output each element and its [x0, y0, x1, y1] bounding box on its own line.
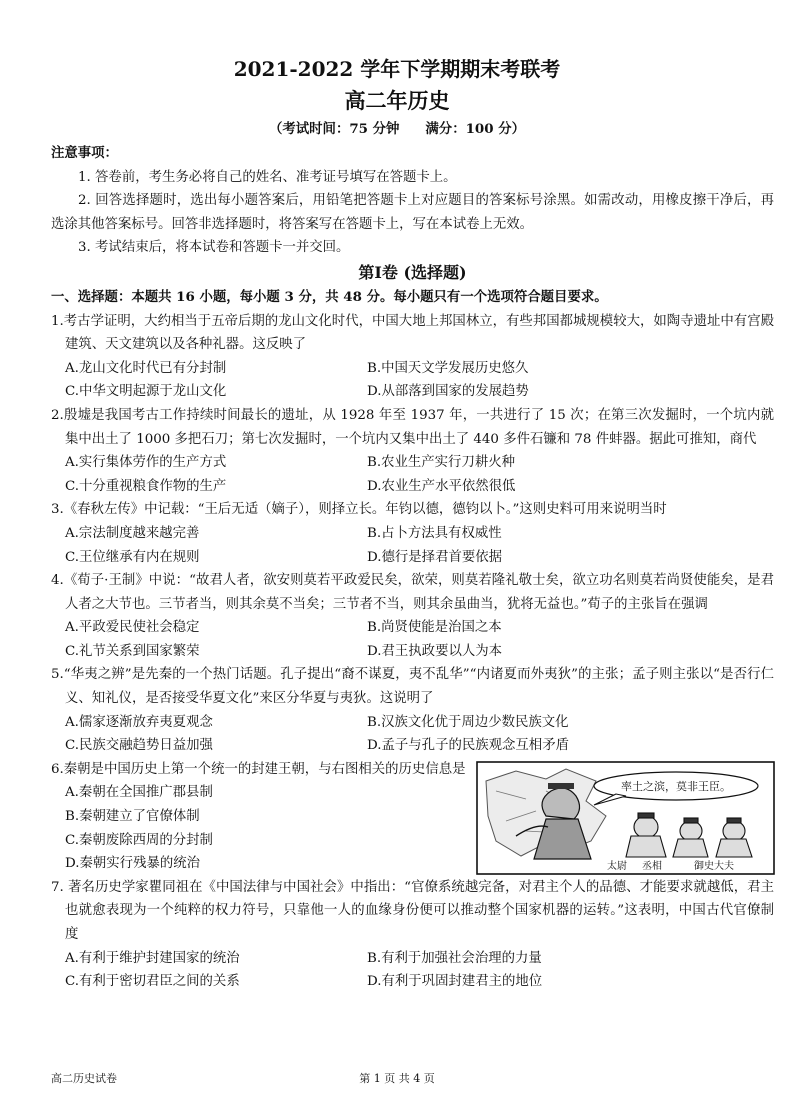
question-3-options: [51, 522, 774, 569]
option-c: C.礼节关系到国家繁荣: [65, 643, 200, 659]
question-2-stem: 2.殷墟是我国考古工作持续时间最长的遗址，从 1928 年至 1937 年，一共进行了 15 次；在第三次发掘时，一个坑内就集中出土了 1000 多把石刀；第七次发掘时，一个坑内又集中出土了 440 多件石镰和 78 件蚌器。据此可推知，商代: [51, 407, 774, 447]
cartoon-label-taiwei: 太尉: [607, 860, 627, 872]
question-3-stem: 3.《春秋左传》中记载：“王后无适（嫡子），则择立长。年钧以德，德钧以卜。”这则史料可用来说明当时: [51, 502, 667, 518]
part-title: 一、选择题：本题共 16 小题，每小题 3 分，共 48 分。每小题只有一个选项符合题目要求。: [51, 288, 608, 305]
option-d: D.孟子与孔子的民族观念互相矛盾: [367, 738, 569, 754]
question-1-stem: 1.考古学证明，大约相当于五帝后期的龙山文化时代，中国大地上邦国林立，有些邦国都城规模较大，如陶寺遗址中有宫殿建筑、天文建筑以及各种礼器。这反映了: [51, 313, 774, 353]
option-c: C.十分重视粮食作物的生产: [65, 478, 227, 494]
question-5-stem: 5.“华夷之辨”是先秦的一个热门话题。孔子提出“裔不谋夏，夷不乱华”“内诸夏而外夷狄”的主张；孟子则主张以“是否行仁义、知礼仪，是否接受华夏文化”来区分华夏与夷狄。这说明了: [51, 667, 774, 707]
option-a: A.宗法制度越来越完善: [65, 525, 200, 541]
section-title: 第Ⅰ卷 (选择题): [358, 262, 467, 282]
question-4-stem: 4.《荀子·王制》中说：“故君人者，欲安则莫若平政爱民矣，欲荣，则莫若隆礼敬士矣，欲立功名则莫若尚贤使能矣，是君人者之大节也。三节者当，则其余莫不当矣；三节者不当，则其余虽曲当，犹将无益也。”荀子的主张旨在强调: [51, 573, 774, 612]
page-number: 第 1 页 共 4 页: [359, 1072, 435, 1085]
note-item: 2. 回答选择题时，选出每小题答案后，用铅笔把答题卡上对应题目的答案标号涂黑。如需改动，用橡皮擦干净后，再选涂其他答案标号。回答非选择题时，将答案写在答题卡上，写在本试卷上无效。: [51, 193, 774, 232]
option-a: A.平政爱民使社会稳定: [65, 620, 200, 636]
option-c: C.民族交融趋势日益加强: [65, 738, 213, 754]
footer-left: 高二历史试卷: [51, 1072, 117, 1085]
question-6-stem: 6.秦朝是中国历史上第一个统一的封建王朝，与右图相关的历史信息是: [51, 761, 466, 777]
option-b: B.有利于加强社会治理的力量: [367, 950, 542, 966]
option-b: B.农业生产实行刀耕火种: [367, 455, 516, 471]
option-b: B.汉族文化优于周边少数民族文化: [367, 714, 569, 730]
option-d: D.有利于巩固封建君主的地位: [367, 974, 543, 990]
option-b: B.占卜方法具有权威性: [367, 525, 502, 541]
option-c: C.有利于密切君臣之间的关系: [65, 974, 240, 990]
question-4-options: [51, 616, 774, 663]
note-item: 1. 答卷前，考生务必将自己的姓名、准考证号填写在答题卡上。: [78, 169, 457, 185]
question-5-options: [51, 711, 774, 758]
option-c: C.秦朝废除西周的分封制: [65, 832, 213, 848]
option-d: D.秦朝实行残暴的统治: [65, 856, 201, 872]
option-a: A.实行集体劳作的生产方式: [65, 455, 227, 471]
cartoon-label-yushidafu: 御史大夫: [694, 860, 734, 872]
option-a: A.秦朝在全国推广郡县制: [65, 785, 213, 801]
option-c: C.中华文明起源于龙山文化: [65, 384, 227, 400]
cartoon-speech: 率土之滨，莫非王臣。: [621, 779, 731, 793]
option-b: B.尚贤使能是治国之本: [367, 620, 502, 636]
qin-officials-cartoon: [476, 761, 775, 875]
option-c: C.王位继承有内在规则: [65, 549, 200, 565]
exam-score: 满分：100 分）: [425, 121, 525, 137]
option-b: B.中国天文学发展历史悠久: [367, 360, 529, 376]
option-d: D.农业生产水平依然很低: [367, 478, 516, 494]
question-6: [51, 758, 774, 876]
option-d: D.从部落到国家的发展趋势: [367, 384, 529, 400]
question-7-options: [51, 947, 774, 994]
exam-info: [0, 118, 794, 142]
option-a: A.龙山文化时代已有分封制: [65, 360, 227, 376]
option-a: A.有利于维护封建国家的统治: [65, 950, 240, 966]
option-d: D.君王执政要以人为本: [367, 643, 503, 659]
option-b: B.秦朝建立了官僚体制: [65, 809, 200, 825]
cartoon-label-chengxiang: 丞相: [642, 860, 662, 872]
exam-subject: 高二年历史: [344, 88, 450, 113]
question-7-stem: 7. 著名历史学家瞿同祖在《中国法律与中国社会》中指出：“官僚系统越完备，对君主个人的品德、才能要求就越低，君主也就愈表现为一个纯粹的权力符号，只靠他一人的血缘身份便可以推动整个国家机器的运转。”这表明，中国古代官僚制度: [51, 879, 774, 943]
question-1-options: [51, 357, 774, 404]
notes-title: 注意事项：: [51, 145, 118, 161]
option-a: A.儒家逐渐放弃夷夏观念: [65, 714, 213, 730]
exam-time: （考试时间：75 分钟: [269, 121, 400, 137]
exam-content: [51, 142, 774, 994]
note-item: 3. 考试结束后，将本试卷和答题卡一并交回。: [78, 240, 350, 256]
exam-title: 2021-2022 学年下学期期末考联考: [233, 57, 561, 81]
question-2-options: [51, 451, 774, 498]
option-d: D.德行是择君首要依据: [367, 549, 503, 565]
